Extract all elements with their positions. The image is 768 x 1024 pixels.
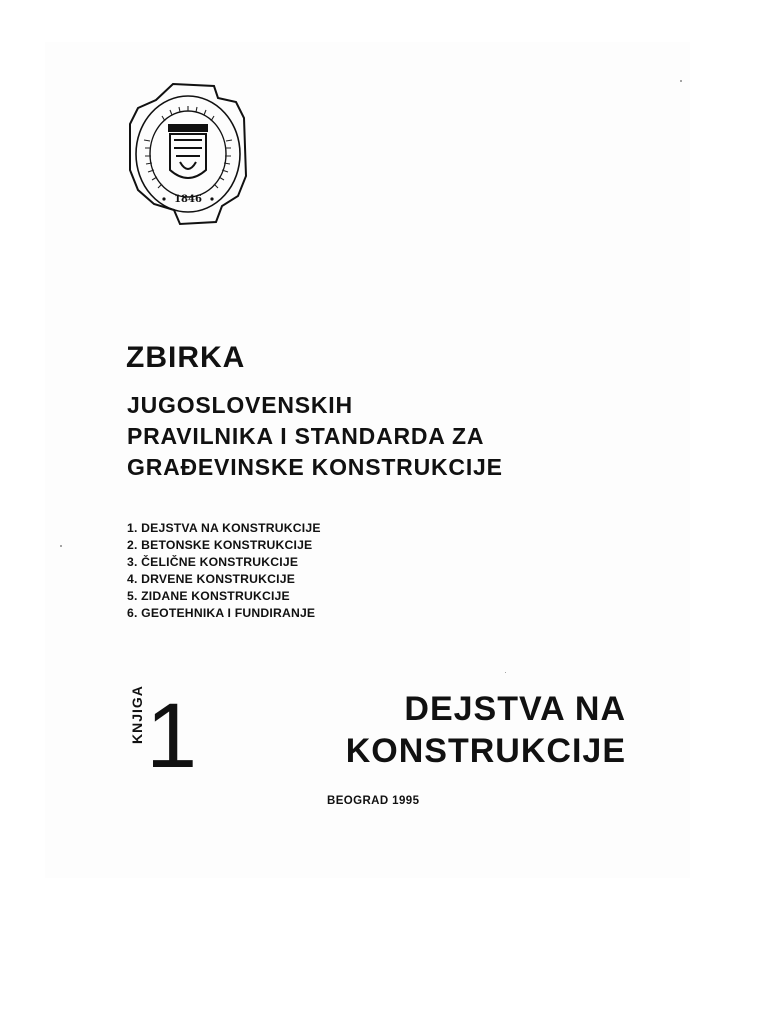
series-list bbox=[127, 520, 321, 622]
volume-title-line: DEJSTVA NA bbox=[404, 690, 626, 728]
series-item: 2. BETONSKE KONSTRUKCIJE bbox=[127, 538, 313, 552]
volume-number: 1 bbox=[146, 685, 198, 787]
svg-text:1846: 1846 bbox=[174, 194, 202, 205]
series-item: 6. GEOTEHNIKA I FUNDIRANJE bbox=[127, 606, 316, 620]
subtitle-line: GRAĐEVINSKE KONSTRUKCIJE bbox=[127, 454, 503, 480]
scan-speck bbox=[60, 545, 62, 547]
volume-label: KNJIGA bbox=[129, 685, 145, 744]
collection-title: ZBIRKA bbox=[126, 341, 246, 374]
volume-title bbox=[346, 688, 626, 772]
scan-speck bbox=[680, 80, 682, 82]
imprint: BEOGRAD 1995 bbox=[327, 795, 420, 807]
subtitle-line: PRAVILNIKA I STANDARDA ZA bbox=[127, 423, 485, 449]
collection-subtitle bbox=[127, 390, 503, 483]
series-item: 5. ZIDANE KONSTRUKCIJE bbox=[127, 589, 290, 603]
faculty-seal-logo bbox=[118, 78, 258, 228]
series-item: 4. DRVENE KONSTRUKCIJE bbox=[127, 572, 296, 586]
series-item: 1. DEJSTVA NA KONSTRUKCIJE bbox=[127, 521, 321, 535]
volume-title-line: KONSTRUKCIJE bbox=[345, 732, 626, 770]
series-item: 3. ČELIČNE KONSTRUKCIJE bbox=[127, 555, 299, 569]
scan-speck bbox=[505, 672, 506, 673]
subtitle-line: JUGOSLOVENSKIH bbox=[127, 392, 353, 418]
